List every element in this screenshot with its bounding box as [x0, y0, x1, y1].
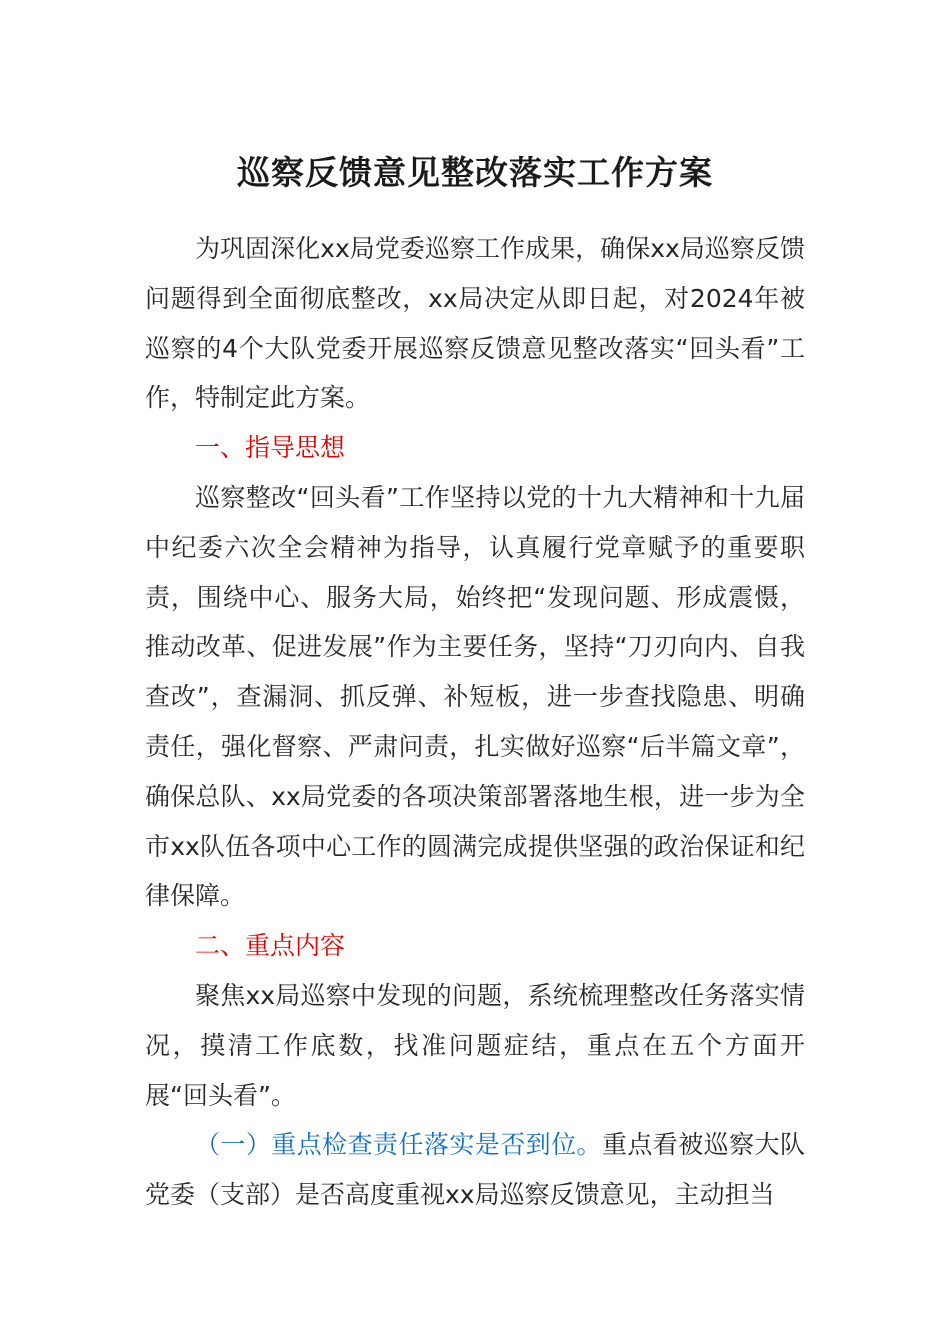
section-body-guiding-thought: 巡察整改“回头看”工作坚持以党的十九大精神和十九届中纪委六次全会精神为指导，认真履行党章赋予的重要职责，围绕中心、服务大局，始终把“发现问题、形成震慑，推动改革、促进发展”作为主要任务，坚持“刀刃向内、自我查改”，查漏洞、抓反弹、补短板，进一步查找隐患、明确责任，强化督察、严肃问责，扎实做好巡察“后半篇文章”，确保总队、xx局党委的各项决策部署落地生根，进一步为全市xx队伍各项中心工作的圆满完成提供坚强的政治保证和纪律保障。 — [145, 482, 805, 911]
intro-paragraph: 为巩固深化xx局党委巡察工作成果，确保xx局巡察反馈问题得到全面彻底整改，xx局决定从即日起，对2024年被巡察的4个大队党委开展巡察反馈意见整改落实“回头看”工作，特制定此方案。 — [145, 234, 805, 413]
document-page — [145, 140, 805, 1220]
item-lead-responsibility-check: （一）重点检查责任落实是否到位。 — [195, 1130, 602, 1160]
section-heading-guiding-thought: 一、指导思想 — [195, 433, 346, 463]
item-paragraph-responsibility-check — [145, 1120, 805, 1220]
document-title: 巡察反馈意见整改落实工作方案 — [237, 153, 713, 192]
section-body-key-content: 聚焦xx局巡察中发现的问题，系统梳理整改任务落实情况，摸清工作底数，找准问题症结，重点在五个方面开展“回头看”。 — [145, 980, 805, 1110]
item-text-responsibility-check: 重点看被巡察大队党委（支部）是否高度重视xx局巡察反馈意见，主动担当 — [145, 1130, 805, 1210]
section-heading-key-content: 二、重点内容 — [195, 931, 346, 961]
